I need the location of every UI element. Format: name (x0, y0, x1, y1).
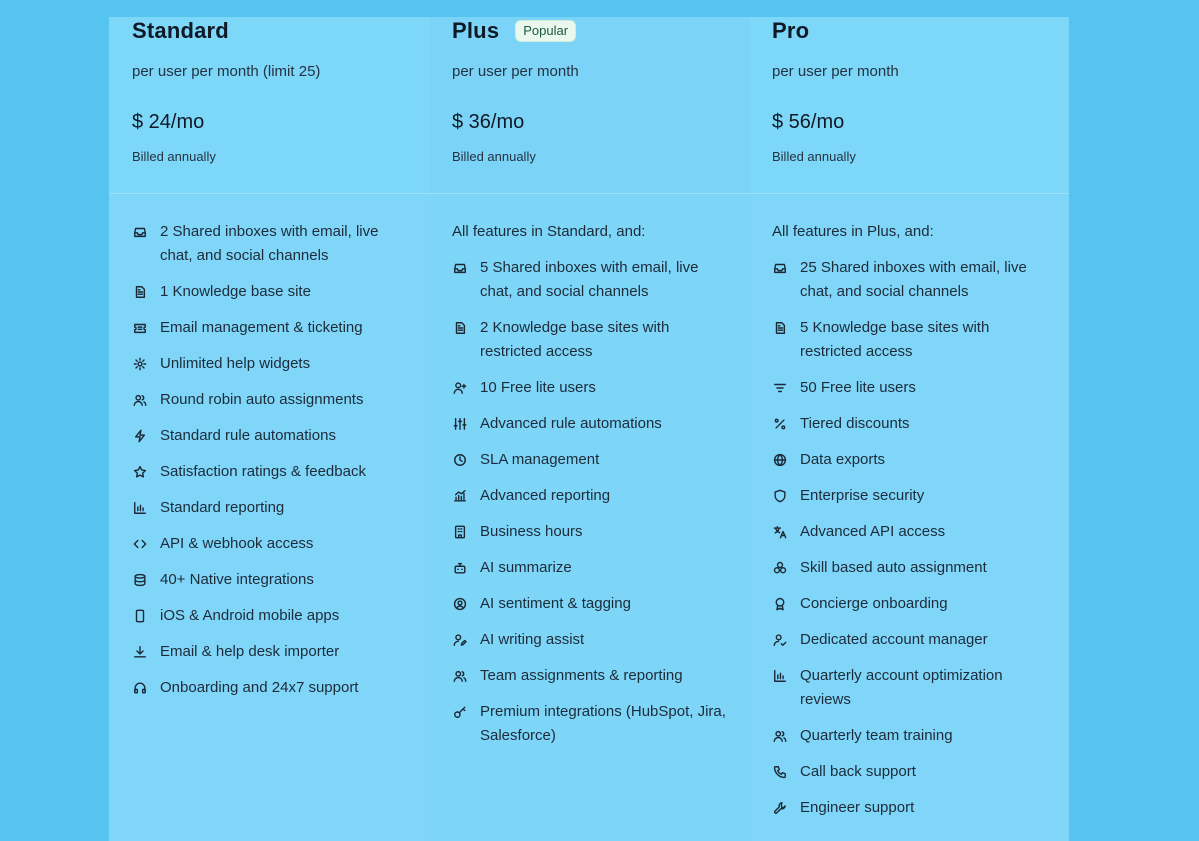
feature-label: Quarterly account optimization reviews (800, 667, 1003, 708)
feature-label: AI summarize (480, 559, 572, 576)
blocks-icon (772, 556, 788, 580)
feature-label: Advanced reporting (480, 487, 611, 504)
top-strip (0, 0, 1199, 17)
feature-label: Standard rule automations (160, 427, 336, 444)
plan-standard (109, 17, 429, 841)
feature-item (772, 556, 1049, 580)
feature-item (452, 316, 729, 364)
feature-item (772, 520, 1049, 544)
features-intro: All features in Standard, and: (452, 223, 646, 240)
plan-subtitle: per user per month (772, 63, 899, 80)
document-icon (452, 316, 468, 340)
feature-item (772, 316, 1049, 364)
feature-item (772, 484, 1049, 508)
feature-label: Round robin auto assignments (160, 391, 364, 408)
feature-item (132, 676, 409, 700)
feature-label: 2 Shared inboxes with email, live chat, and social channels (160, 223, 379, 264)
plan-billing: Billed annually (772, 149, 856, 164)
headphones-icon (132, 676, 148, 700)
feature-item (772, 760, 1049, 784)
feature-label: Data exports (800, 451, 886, 468)
feature-label: Skill based auto assignment (800, 559, 987, 576)
feature-label: Team assignments & reporting (480, 667, 683, 684)
feature-item (772, 724, 1049, 748)
feature-label: Concierge onboarding (800, 595, 948, 612)
plan-plus (429, 17, 749, 841)
percent-icon (772, 412, 788, 436)
feature-item (132, 220, 409, 268)
feature-label: Unlimited help widgets (160, 355, 311, 372)
key-icon (452, 700, 468, 724)
feature-label: 5 Shared inboxes with email, live chat, and social channels (480, 259, 699, 300)
feature-item (452, 256, 729, 304)
inbox-icon (132, 220, 148, 244)
feature-label: Onboarding and 24x7 support (160, 679, 359, 696)
feature-item (772, 256, 1049, 304)
plan-header (749, 17, 1069, 194)
feature-label: Email management & ticketing (160, 319, 363, 336)
feature-item (132, 316, 409, 340)
sliders-icon (452, 412, 468, 436)
ticket-icon (132, 316, 148, 340)
feature-label: Business hours (480, 523, 583, 540)
feature-list (429, 194, 749, 748)
lightning-icon (132, 424, 148, 448)
bot-icon (452, 556, 468, 580)
plan-subtitle: per user per month (limit 25) (132, 63, 321, 80)
feature-item (452, 592, 729, 616)
code-icon (132, 532, 148, 556)
feature-item (132, 388, 409, 412)
users-icon (772, 724, 788, 748)
plan-subtitle: per user per month (452, 63, 579, 80)
feature-item (452, 556, 729, 580)
feature-item (452, 448, 729, 472)
globe-icon (772, 448, 788, 472)
plan-price: $ 36/mo (452, 111, 525, 133)
feature-item (452, 412, 729, 436)
feature-label: Email & help desk importer (160, 643, 340, 660)
clock-icon (452, 448, 468, 472)
bar-chart-icon (772, 664, 788, 688)
feature-item (452, 628, 729, 652)
user-plus-icon (452, 376, 468, 400)
feature-label: AI sentiment & tagging (480, 595, 631, 612)
translate-icon (772, 520, 788, 544)
plan-pro (749, 17, 1069, 841)
feature-item (772, 412, 1049, 436)
plan-name-row (772, 17, 1049, 45)
plan-header (429, 17, 749, 194)
database-icon (132, 568, 148, 592)
feature-item (132, 424, 409, 448)
plan-name: Pro (772, 18, 810, 43)
feature-item (772, 664, 1049, 712)
feature-label: 5 Knowledge base sites with restricted access (800, 319, 990, 360)
feature-item (452, 520, 729, 544)
document-icon (772, 316, 788, 340)
feature-label: Advanced API access (800, 523, 946, 540)
mobile-icon (132, 604, 148, 628)
gear-icon (132, 352, 148, 376)
feature-item (132, 352, 409, 376)
feature-item (452, 700, 729, 748)
feature-label: Standard reporting (160, 499, 285, 516)
feature-item (132, 532, 409, 556)
trend-chart-icon (452, 484, 468, 508)
plan-billing: Billed annually (452, 149, 536, 164)
feature-item (772, 628, 1049, 652)
feature-item (132, 460, 409, 484)
feature-label: 1 Knowledge base site (160, 283, 311, 300)
feature-label: Enterprise security (800, 487, 925, 504)
plan-price: $ 56/mo (772, 111, 845, 133)
feature-item (452, 664, 729, 688)
user-circle-icon (452, 592, 468, 616)
feature-item (132, 604, 409, 628)
user-check-icon (772, 628, 788, 652)
feature-list (749, 194, 1069, 820)
feature-list (109, 194, 429, 700)
download-icon (132, 640, 148, 664)
features-intro: All features in Plus, and: (772, 223, 934, 240)
feature-label: API & webhook access (160, 535, 314, 552)
feature-item (132, 568, 409, 592)
feature-label: AI writing assist (480, 631, 585, 648)
popular-badge: Popular (515, 20, 576, 42)
filter-icon (772, 376, 788, 400)
feature-label: 25 Shared inboxes with email, live chat, and social channels (800, 259, 1027, 300)
shield-icon (772, 484, 788, 508)
feature-label: Quarterly team training (800, 727, 953, 744)
plan-price: $ 24/mo (132, 111, 205, 133)
feature-label: 50 Free lite users (800, 379, 916, 396)
feature-item (132, 280, 409, 304)
feature-item (132, 496, 409, 520)
wrench-icon (772, 796, 788, 820)
user-pen-icon (452, 628, 468, 652)
feature-label: SLA management (480, 451, 600, 468)
document-icon (132, 280, 148, 304)
inbox-icon (772, 256, 788, 280)
feature-label: 40+ Native integrations (160, 571, 314, 588)
feature-label: Advanced rule automations (480, 415, 662, 432)
feature-label: Call back support (800, 763, 916, 780)
phone-icon (772, 760, 788, 784)
feature-item (452, 484, 729, 508)
feature-item (772, 592, 1049, 616)
feature-label: Satisfaction ratings & feedback (160, 463, 366, 480)
feature-label: Premium integrations (HubSpot, Jira, Salesforce) (480, 703, 726, 744)
feature-label: Tiered discounts (800, 415, 910, 432)
feature-label: Engineer support (800, 799, 915, 816)
users-icon (132, 388, 148, 412)
feature-item (772, 796, 1049, 820)
feature-label: 10 Free lite users (480, 379, 596, 396)
plan-name-row (132, 17, 409, 45)
inbox-icon (452, 256, 468, 280)
feature-label: iOS & Android mobile apps (160, 607, 340, 624)
plan-name-row (452, 17, 729, 45)
feature-item (772, 376, 1049, 400)
star-icon (132, 460, 148, 484)
feature-label: 2 Knowledge base sites with restricted access (480, 319, 670, 360)
feature-label: Dedicated account manager (800, 631, 988, 648)
award-icon (772, 592, 788, 616)
plan-name: Plus (452, 18, 500, 43)
feature-item (452, 376, 729, 400)
plan-billing: Billed annually (132, 149, 216, 164)
plan-name: Standard (132, 18, 229, 43)
building-icon (452, 520, 468, 544)
users-icon (452, 664, 468, 688)
pricing-table (109, 17, 1069, 841)
plan-header (109, 17, 429, 194)
feature-item (772, 448, 1049, 472)
feature-item (132, 640, 409, 664)
bar-chart-icon (132, 496, 148, 520)
